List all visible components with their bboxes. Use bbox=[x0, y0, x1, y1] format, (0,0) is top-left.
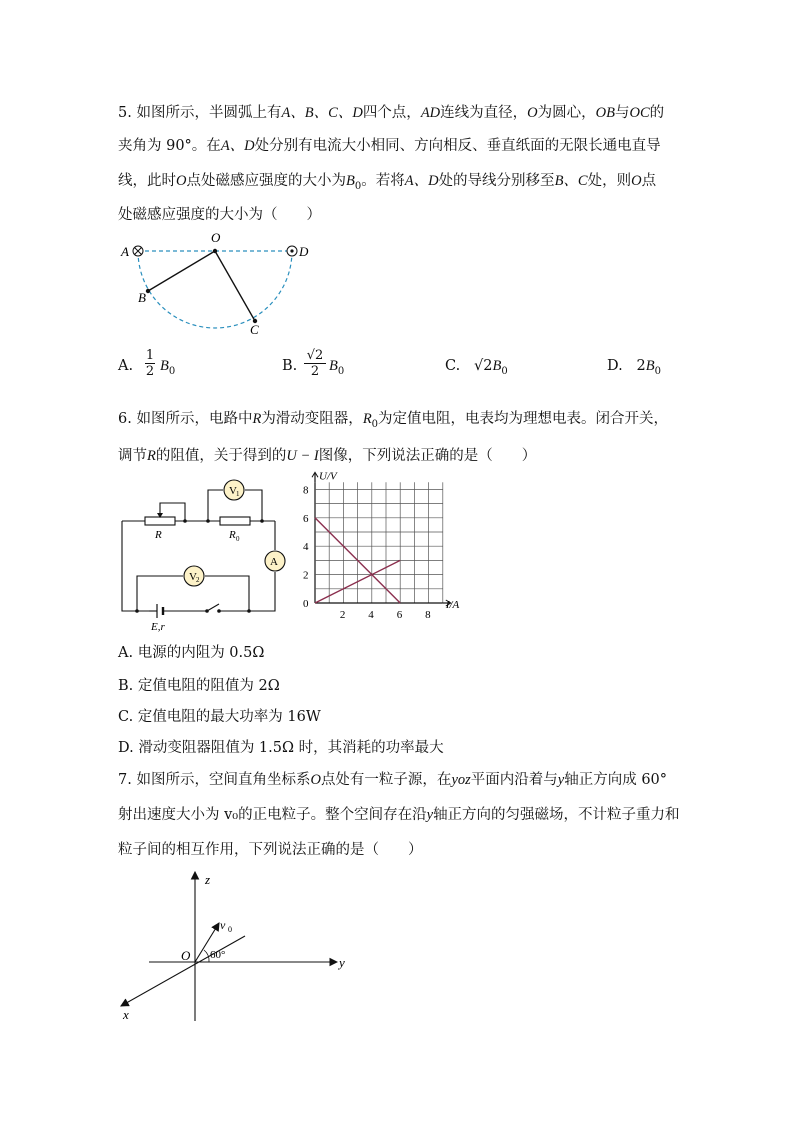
point-o bbox=[213, 249, 217, 253]
y-axis-label: U/V bbox=[319, 470, 337, 483]
q7-line-3: 粒子间的相互作用，下列说法正确的是（ ） bbox=[118, 842, 423, 858]
x-tick-label: 8 bbox=[425, 609, 431, 620]
q6-option-c[interactable]: C. 定值电阻的最大功率为 16W bbox=[118, 709, 321, 725]
label-a: A bbox=[121, 244, 129, 259]
q6-option-d[interactable]: D. 滑动变阻器阻值为 1.5Ω 时，其消耗的功率最大 bbox=[118, 740, 444, 756]
resistor-r0 bbox=[220, 517, 250, 525]
wire-left bbox=[122, 521, 149, 611]
voltmeter-v2-icon bbox=[184, 566, 204, 586]
x-tick-label: 4 bbox=[368, 609, 374, 620]
q6-ui-chart bbox=[296, 470, 466, 620]
label-r: R bbox=[155, 529, 162, 541]
q6-circuit-diagram bbox=[115, 478, 290, 638]
q5-semicircle-figure bbox=[112, 228, 322, 340]
svg-text:V: V bbox=[189, 571, 197, 583]
voltmeter-v1-icon bbox=[224, 480, 244, 500]
q7-line-1: 7. 如图所示，空间直角坐标系O点处有一粒子源，在yoz平面内沿着与y轴正方向成 60° bbox=[118, 772, 668, 788]
x-tick-label: 6 bbox=[396, 609, 403, 620]
svg-text:V: V bbox=[229, 485, 237, 497]
label-v0: v bbox=[220, 918, 226, 932]
q5-option-d[interactable]: D. $2B_0$ bbox=[607, 358, 662, 377]
label-y: y bbox=[339, 955, 345, 970]
current-into-page-icon bbox=[133, 246, 143, 256]
label-c: C bbox=[250, 322, 259, 337]
label-emf: E,r bbox=[151, 621, 165, 633]
y-tick-label: 8 bbox=[303, 484, 309, 497]
y-tick-label: 4 bbox=[303, 541, 309, 554]
q5-line-4: 处磁感应强度的大小为（ ） bbox=[118, 207, 321, 223]
label-r0: R bbox=[229, 529, 236, 541]
q6-option-b[interactable]: B. 定值电阻的阻值为 2Ω bbox=[118, 678, 280, 694]
svg-text:0: 0 bbox=[236, 535, 240, 543]
label-z: z bbox=[205, 872, 211, 887]
label-d: D bbox=[299, 244, 309, 259]
point-b bbox=[146, 289, 150, 293]
y-tick-label: 6 bbox=[303, 512, 309, 525]
svg-text:A: A bbox=[270, 556, 278, 568]
angle-arc bbox=[204, 950, 209, 962]
svg-text:0: 0 bbox=[228, 925, 232, 934]
q5-option-c[interactable]: C. $√2B_0$ bbox=[445, 358, 508, 377]
x-axis bbox=[121, 936, 245, 1006]
label-angle: 60° bbox=[210, 949, 226, 961]
q6-option-a[interactable]: A. 电源的内阻为 0.5Ω bbox=[118, 645, 265, 661]
current-out-of-page-icon bbox=[287, 246, 297, 256]
q7-line-2: 射出速度大小为 v₀的正电粒子。整个空间存在沿y轴正方向的匀强磁场，不计粒子重力和 bbox=[118, 807, 680, 823]
x-tick-label: 2 bbox=[339, 609, 346, 620]
label-o: O bbox=[211, 230, 221, 245]
q7-coordinate-figure bbox=[115, 866, 355, 1026]
svg-text:2: 2 bbox=[196, 576, 200, 584]
label-b: B bbox=[138, 290, 146, 305]
segment-oc bbox=[215, 251, 255, 321]
semicircle-arc bbox=[138, 251, 292, 328]
x-axis-label: I/A bbox=[445, 599, 460, 611]
switch-blade bbox=[207, 604, 219, 611]
q5-line-2: 夹角为 90°。在A、D处分别有电流大小相同、方向相反、垂直纸面的无限长通电直导 bbox=[118, 138, 661, 154]
svg-text:1: 1 bbox=[236, 490, 240, 498]
q6-line-1: 6. 如图所示，电路中R为滑动变阻器，$R_0$为定值电阻，电表均为理想电表。闭合开关， bbox=[118, 411, 669, 430]
segment-ob bbox=[148, 251, 215, 291]
y-tick-label: 0 bbox=[303, 598, 309, 610]
label-origin: O bbox=[181, 948, 191, 963]
ammeter-icon bbox=[265, 551, 285, 571]
resistor-r bbox=[145, 517, 175, 525]
q5-line-1: 5. 如图所示，半圆弧上有A、B、C、D四个点，AD连线为直径，O为圆心，OB与OC的 bbox=[118, 105, 665, 121]
q5-line-3: 线，此时O点处磁感应强度的大小为$B_0$。若将A、D处的导线分别移至B、C处，则O点 bbox=[118, 173, 657, 192]
y-tick-label: 2 bbox=[303, 569, 309, 582]
label-x: x bbox=[123, 1007, 129, 1022]
q6-line-2: 调节R的阻值，关于得到的U − I图像，下列说法正确的是（ ） bbox=[118, 448, 537, 464]
